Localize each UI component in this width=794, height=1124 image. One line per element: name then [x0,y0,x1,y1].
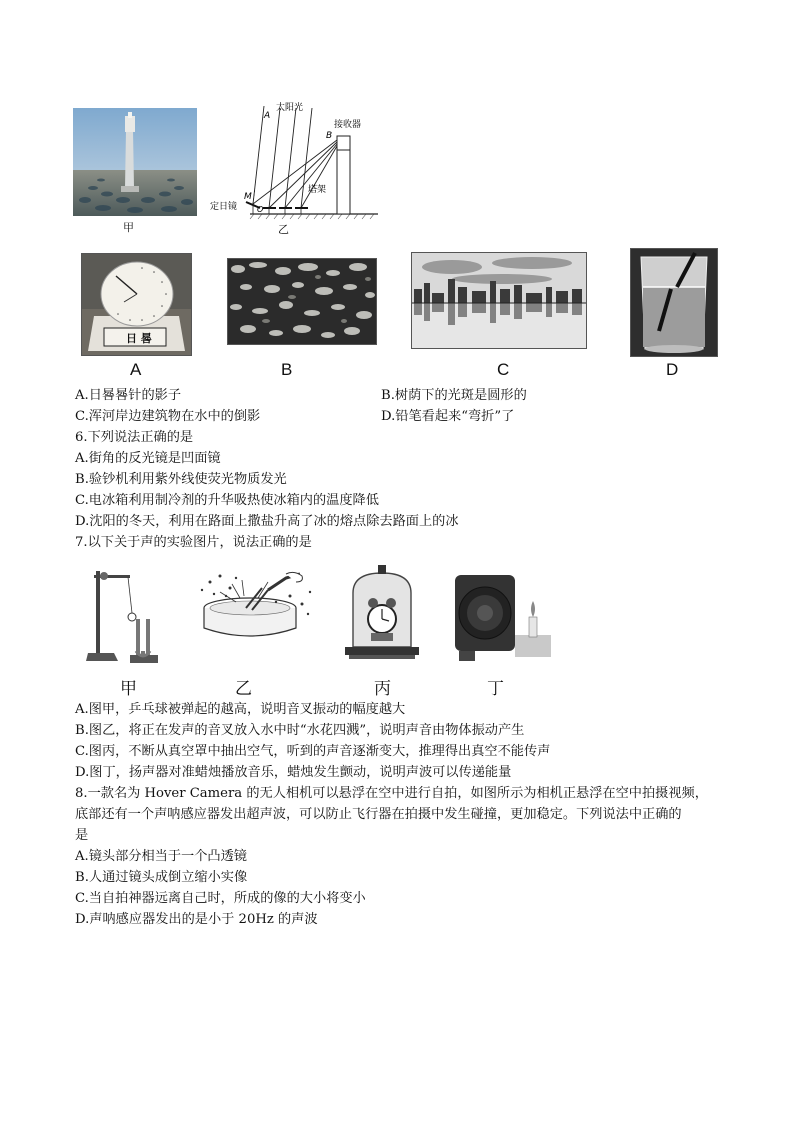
label-sunlight: 太阳光 [276,103,304,113]
figure-yi-caption: 乙 [278,223,289,236]
sundial-plaque-text: 日 晷 [126,332,152,345]
q5-caption-b: B [281,360,293,379]
q5-caption-d: D [666,360,679,379]
q7-figure-bing-bell-jar [343,563,421,663]
q5-caption-c: C [497,360,510,379]
q8-stem-line-3: 是 [75,828,89,843]
q5-image-a-sundial [81,253,192,356]
label-B: B [326,131,333,141]
q7-caption-jia: 甲 [120,679,137,698]
q5-option-b: B.树荫下的光斑是圆形的 [381,388,527,403]
q5-caption-a: A [130,360,142,379]
q6-option-c: C.电冰箱利用制冷剂的升华吸热使冰箱内的温度降低 [75,493,379,508]
q7-stem: 7.以下关于声的实验图片，说法正确的是 [75,535,312,550]
q7-figure-yi-fork-in-water [190,568,318,646]
q8-option-b: B.人通过镜头成倒立缩小实像 [75,870,248,885]
q7-option-b: B.图乙，将正在发声的音叉放入水中时“水花四溅”，说明声音由物体振动产生 [75,723,525,738]
label-heliostat: 定日镜 [210,202,238,212]
label-O: O [257,205,264,214]
q7-figure-jia-tuning-fork-ball [86,565,166,670]
q7-caption-ding: 丁 [487,679,504,698]
q5-option-a: A.日晷晷针的影子 [75,388,182,403]
label-tower: 塔架 [308,185,327,195]
label-A: A [264,111,271,121]
q7-option-d: D.图丁，扬声器对准蜡烛播放音乐，蜡烛发生颤动，说明声波可以传递能量 [75,765,512,780]
q6-option-b: B.验钞机利用紫外线使荧光物质发光 [75,472,287,487]
q7-option-c: C.图丙，不断从真空罩中抽出空气，听到的声音逐渐变大，推理得出真空不能传声 [75,744,551,759]
q8-option-c: C.当自拍神器远离自己时，所成的像的大小将变小 [75,891,366,906]
q8-stem-line-1: 8.一款名为 Hover Camera 的无人相机可以悬浮在空中进行自拍，如图所示为相机正悬浮在空中拍摄视频， [75,786,708,801]
q7-option-a: A.图甲，乒乓球被弹起的越高，说明音叉振动的幅度越大 [75,702,406,717]
q5-image-b-light-spots [227,258,377,345]
q8-stem-line-2: 底部还有一个声呐感应器发出超声波，可以防止飞行器在拍摄中发生碰撞，更加稳定。下列说法中正确的 [75,807,682,822]
q5-option-d: D.铅笔看起来“弯折”了 [381,409,515,424]
q8-option-d: D.声呐感应器发出的是小于 20Hz 的声波 [75,912,318,927]
figure-yi-ray-diagram [208,100,383,225]
q6-option-a: A.街角的反光镜是凹面镜 [75,451,221,466]
q7-caption-yi: 乙 [235,679,252,698]
q6-stem: 6.下列说法正确的是 [75,430,194,445]
q5-option-c: C.浑河岸边建筑物在水中的倒影 [75,409,261,424]
label-M: M [244,192,252,202]
label-receiver: 接收器 [334,120,362,130]
q5-image-d-pencil-glass [630,248,718,357]
q5-image-c-reflection [411,252,587,349]
q7-caption-bing: 丙 [374,679,391,698]
q8-option-a: A.镜头部分相当于一个凸透镜 [75,849,247,864]
q6-option-d: D.沈阳的冬天，利用在路面上撒盐升高了冰的熔点除去路面上的冰 [75,514,459,529]
q7-figure-ding-speaker-candle [449,569,557,665]
figure-jia-caption: 甲 [123,221,134,234]
figure-jia-tower-photo [73,108,197,216]
